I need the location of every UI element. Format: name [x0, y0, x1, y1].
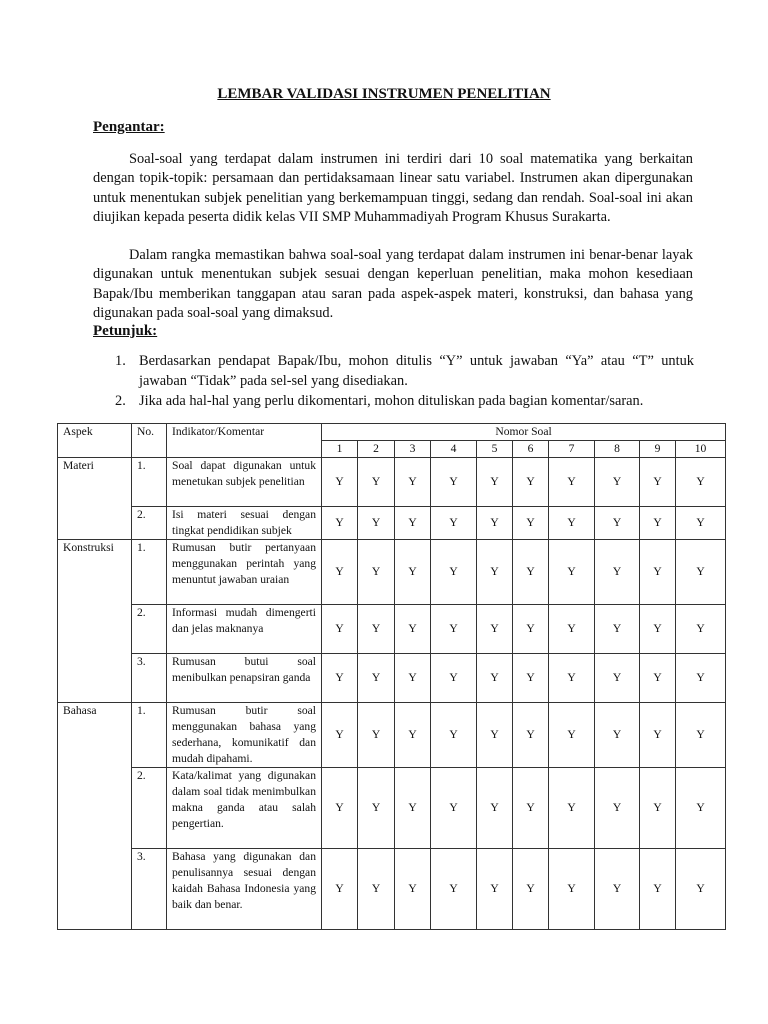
answer-cell[interactable]: Y — [549, 768, 595, 849]
table-row — [58, 540, 726, 605]
answer-cell[interactable]: Y — [477, 507, 513, 540]
answer-cell[interactable]: Y — [477, 540, 513, 605]
cell-indikator: Rumusan butir pertanyaan menggunakan perintah yang menuntut jawaban uraian — [167, 540, 322, 605]
intro-paragraph-1: Soal-soal yang terdapat dalam instrumen ini terdiri dari 10 soal matematika yang berkaitan dengan topik-topik: persamaan dan pertidaksamaan linear satu variabel. Instrumen akan dipergunakan untuk menentukan subjek penelitian yang berkemampuan tinggi, sedang dan rendah. Soal-soal ini akan diujikan kepada peserta didik kelas VII SMP Muhammadiyah Program Khusus Surakarta. — [93, 151, 693, 225]
answer-cell[interactable]: Y — [549, 703, 595, 768]
petunjuk-heading: Petunjuk: — [93, 323, 158, 339]
pengantar-heading: Pengantar: — [93, 119, 165, 135]
cell-aspek: Materi — [58, 458, 132, 507]
answer-cell[interactable]: Y — [595, 458, 640, 507]
answer-cell[interactable]: Y — [322, 507, 358, 540]
answer-cell[interactable]: Y — [395, 768, 431, 849]
answer-cell[interactable]: Y — [676, 540, 726, 605]
cell-aspek — [58, 654, 132, 703]
answer-cell[interactable]: Y — [549, 507, 595, 540]
answer-cell[interactable]: Y — [431, 605, 477, 654]
answer-cell[interactable]: Y — [676, 507, 726, 540]
cell-aspek — [58, 507, 132, 540]
answer-cell[interactable]: Y — [431, 458, 477, 507]
cell-aspek: Konstruksi — [58, 540, 132, 605]
table-body — [58, 458, 726, 930]
answer-cell[interactable]: Y — [322, 605, 358, 654]
answer-cell[interactable]: Y — [322, 703, 358, 768]
answer-cell[interactable]: Y — [595, 540, 640, 605]
answer-cell[interactable]: Y — [477, 458, 513, 507]
cell-no: 3. — [132, 654, 167, 703]
instruction-list — [115, 352, 694, 413]
soal-number: 3 — [395, 441, 431, 458]
answer-cell[interactable]: Y — [322, 458, 358, 507]
answer-cell[interactable]: Y — [549, 849, 595, 930]
answer-cell[interactable]: Y — [431, 849, 477, 930]
answer-cell[interactable]: Y — [395, 507, 431, 540]
answer-cell[interactable]: Y — [395, 540, 431, 605]
answer-cell[interactable]: Y — [549, 605, 595, 654]
intro-paragraph-2: Dalam rangka memastikan bahwa soal-soal yang terdapat dalam instrumen ini benar-benar layak digunakan untuk menentukan subjek sesuai dengan keperluan penelitian, maka mohon kesediaan Bapak/Ibu memberikan tanggapan atau saran pada aspek-aspek materi, konstruksi, dan bahasa yang digunakan pada soal-soal yang dimaksud. — [93, 247, 693, 321]
answer-cell[interactable]: Y — [513, 458, 549, 507]
answer-cell[interactable]: Y — [640, 654, 676, 703]
answer-cell[interactable]: Y — [395, 849, 431, 930]
answer-cell[interactable]: Y — [676, 605, 726, 654]
answer-cell[interactable]: Y — [549, 458, 595, 507]
answer-cell[interactable]: Y — [640, 540, 676, 605]
answer-cell[interactable]: Y — [513, 507, 549, 540]
answer-cell[interactable]: Y — [358, 703, 395, 768]
soal-number: 6 — [513, 441, 549, 458]
answer-cell[interactable]: Y — [477, 703, 513, 768]
answer-cell[interactable]: Y — [358, 605, 395, 654]
cell-indikator: Soal dapat digunakan untuk menetukan subjek penelitian — [167, 458, 322, 507]
answer-cell[interactable]: Y — [358, 849, 395, 930]
soal-number: 5 — [477, 441, 513, 458]
answer-cell[interactable]: Y — [358, 654, 395, 703]
answer-cell[interactable]: Y — [549, 540, 595, 605]
soal-number: 2 — [358, 441, 395, 458]
cell-aspek — [58, 849, 132, 930]
table-row — [58, 654, 726, 703]
answer-cell[interactable]: Y — [322, 654, 358, 703]
answer-cell[interactable]: Y — [395, 605, 431, 654]
answer-cell[interactable]: Y — [395, 458, 431, 507]
answer-cell[interactable]: Y — [595, 703, 640, 768]
page-title: LEMBAR VALIDASI INSTRUMEN PENELITIAN — [217, 86, 551, 102]
cell-no: 1. — [132, 703, 167, 768]
table-row — [58, 458, 726, 507]
answer-cell[interactable]: Y — [358, 768, 395, 849]
answer-cell[interactable]: Y — [513, 768, 549, 849]
answer-cell[interactable]: Y — [477, 654, 513, 703]
cell-aspek — [58, 605, 132, 654]
table-row — [58, 507, 726, 540]
cell-no: 2. — [132, 605, 167, 654]
answer-cell[interactable]: Y — [358, 458, 395, 507]
answer-cell[interactable]: Y — [676, 849, 726, 930]
instruction-item — [115, 392, 694, 412]
answer-cell[interactable]: Y — [322, 849, 358, 930]
answer-cell[interactable]: Y — [595, 654, 640, 703]
answer-cell[interactable]: Y — [431, 540, 477, 605]
answer-cell[interactable]: Y — [513, 849, 549, 930]
table-row — [58, 703, 726, 768]
answer-cell[interactable]: Y — [431, 768, 477, 849]
soal-number: 8 — [595, 441, 640, 458]
header-nomor-soal: Nomor Soal — [322, 424, 726, 441]
cell-indikator: Isi materi sesuai dengan tingkat pendidikan subjek — [167, 507, 322, 540]
instruction-number: 2. — [115, 393, 126, 409]
soal-number: 1 — [322, 441, 358, 458]
cell-indikator: Rumusan butui soal menibulkan penapsiran ganda — [167, 654, 322, 703]
answer-cell[interactable]: Y — [395, 703, 431, 768]
answer-cell[interactable]: Y — [513, 605, 549, 654]
table-row — [58, 849, 726, 930]
table-row — [58, 605, 726, 654]
cell-aspek: Bahasa — [58, 703, 132, 768]
answer-cell[interactable]: Y — [595, 507, 640, 540]
answer-cell[interactable]: Y — [595, 605, 640, 654]
cell-indikator: Kata/kalimat yang digunakan dalam soal tidak menimbulkan makna ganda atau salah pengertian. — [167, 768, 322, 849]
instruction-number: 1. — [115, 353, 126, 369]
answer-cell[interactable]: Y — [640, 507, 676, 540]
cell-aspek — [58, 768, 132, 849]
cell-indikator: Bahasa yang digunakan dan penulisannya sesuai dengan kaidah Bahasa Indonesia yang baik dan benar. — [167, 849, 322, 930]
answer-cell[interactable]: Y — [549, 654, 595, 703]
answer-cell[interactable]: Y — [595, 849, 640, 930]
answer-cell[interactable]: Y — [676, 458, 726, 507]
answer-cell[interactable]: Y — [322, 768, 358, 849]
cell-no: 3. — [132, 849, 167, 930]
answer-cell[interactable]: Y — [322, 540, 358, 605]
answer-cell[interactable]: Y — [676, 703, 726, 768]
cell-no: 1. — [132, 458, 167, 507]
answer-cell[interactable]: Y — [513, 703, 549, 768]
answer-cell[interactable]: Y — [676, 768, 726, 849]
table-row — [58, 768, 726, 849]
answer-cell[interactable]: Y — [640, 458, 676, 507]
answer-cell[interactable]: Y — [358, 507, 395, 540]
answer-cell[interactable]: Y — [431, 654, 477, 703]
answer-cell[interactable]: Y — [431, 703, 477, 768]
answer-cell[interactable]: Y — [477, 849, 513, 930]
answer-cell[interactable]: Y — [513, 654, 549, 703]
cell-no: 2. — [132, 507, 167, 540]
answer-cell[interactable]: Y — [640, 703, 676, 768]
soal-number: 10 — [676, 441, 726, 458]
answer-cell[interactable]: Y — [676, 654, 726, 703]
validation-table — [57, 423, 726, 930]
header-aspek: Aspek — [58, 424, 132, 458]
cell-indikator: Informasi mudah dimengerti dan jelas maknanya — [167, 605, 322, 654]
answer-cell[interactable]: Y — [640, 605, 676, 654]
answer-cell[interactable]: Y — [431, 507, 477, 540]
answer-cell[interactable]: Y — [513, 540, 549, 605]
answer-cell[interactable]: Y — [477, 605, 513, 654]
cell-no: 2. — [132, 768, 167, 849]
answer-cell[interactable]: Y — [358, 540, 395, 605]
cell-indikator: Rumusan butir soal menggunakan bahasa yang sederhana, komunikatif dan mudah dipahami. — [167, 703, 322, 768]
cell-no: 1. — [132, 540, 167, 605]
answer-cell[interactable]: Y — [395, 654, 431, 703]
answer-cell[interactable]: Y — [640, 849, 676, 930]
soal-number: 9 — [640, 441, 676, 458]
instruction-item — [115, 352, 694, 391]
answer-cell[interactable]: Y — [640, 768, 676, 849]
answer-cell[interactable]: Y — [477, 768, 513, 849]
instruction-text: Berdasarkan pendapat Bapak/Ibu, mohon ditulis “Y” untuk jawaban “Ya” atau “T” untuk jawaban “Tidak” pada sel-sel yang disediakan. — [139, 353, 694, 389]
header-no: No. — [132, 424, 167, 458]
soal-number: 4 — [431, 441, 477, 458]
instruction-text: Jika ada hal-hal yang perlu dikomentari, mohon dituliskan pada bagian komentar/saran. — [139, 393, 644, 409]
answer-cell[interactable]: Y — [595, 768, 640, 849]
soal-number: 7 — [549, 441, 595, 458]
header-indikator: Indikator/Komentar — [167, 424, 322, 458]
